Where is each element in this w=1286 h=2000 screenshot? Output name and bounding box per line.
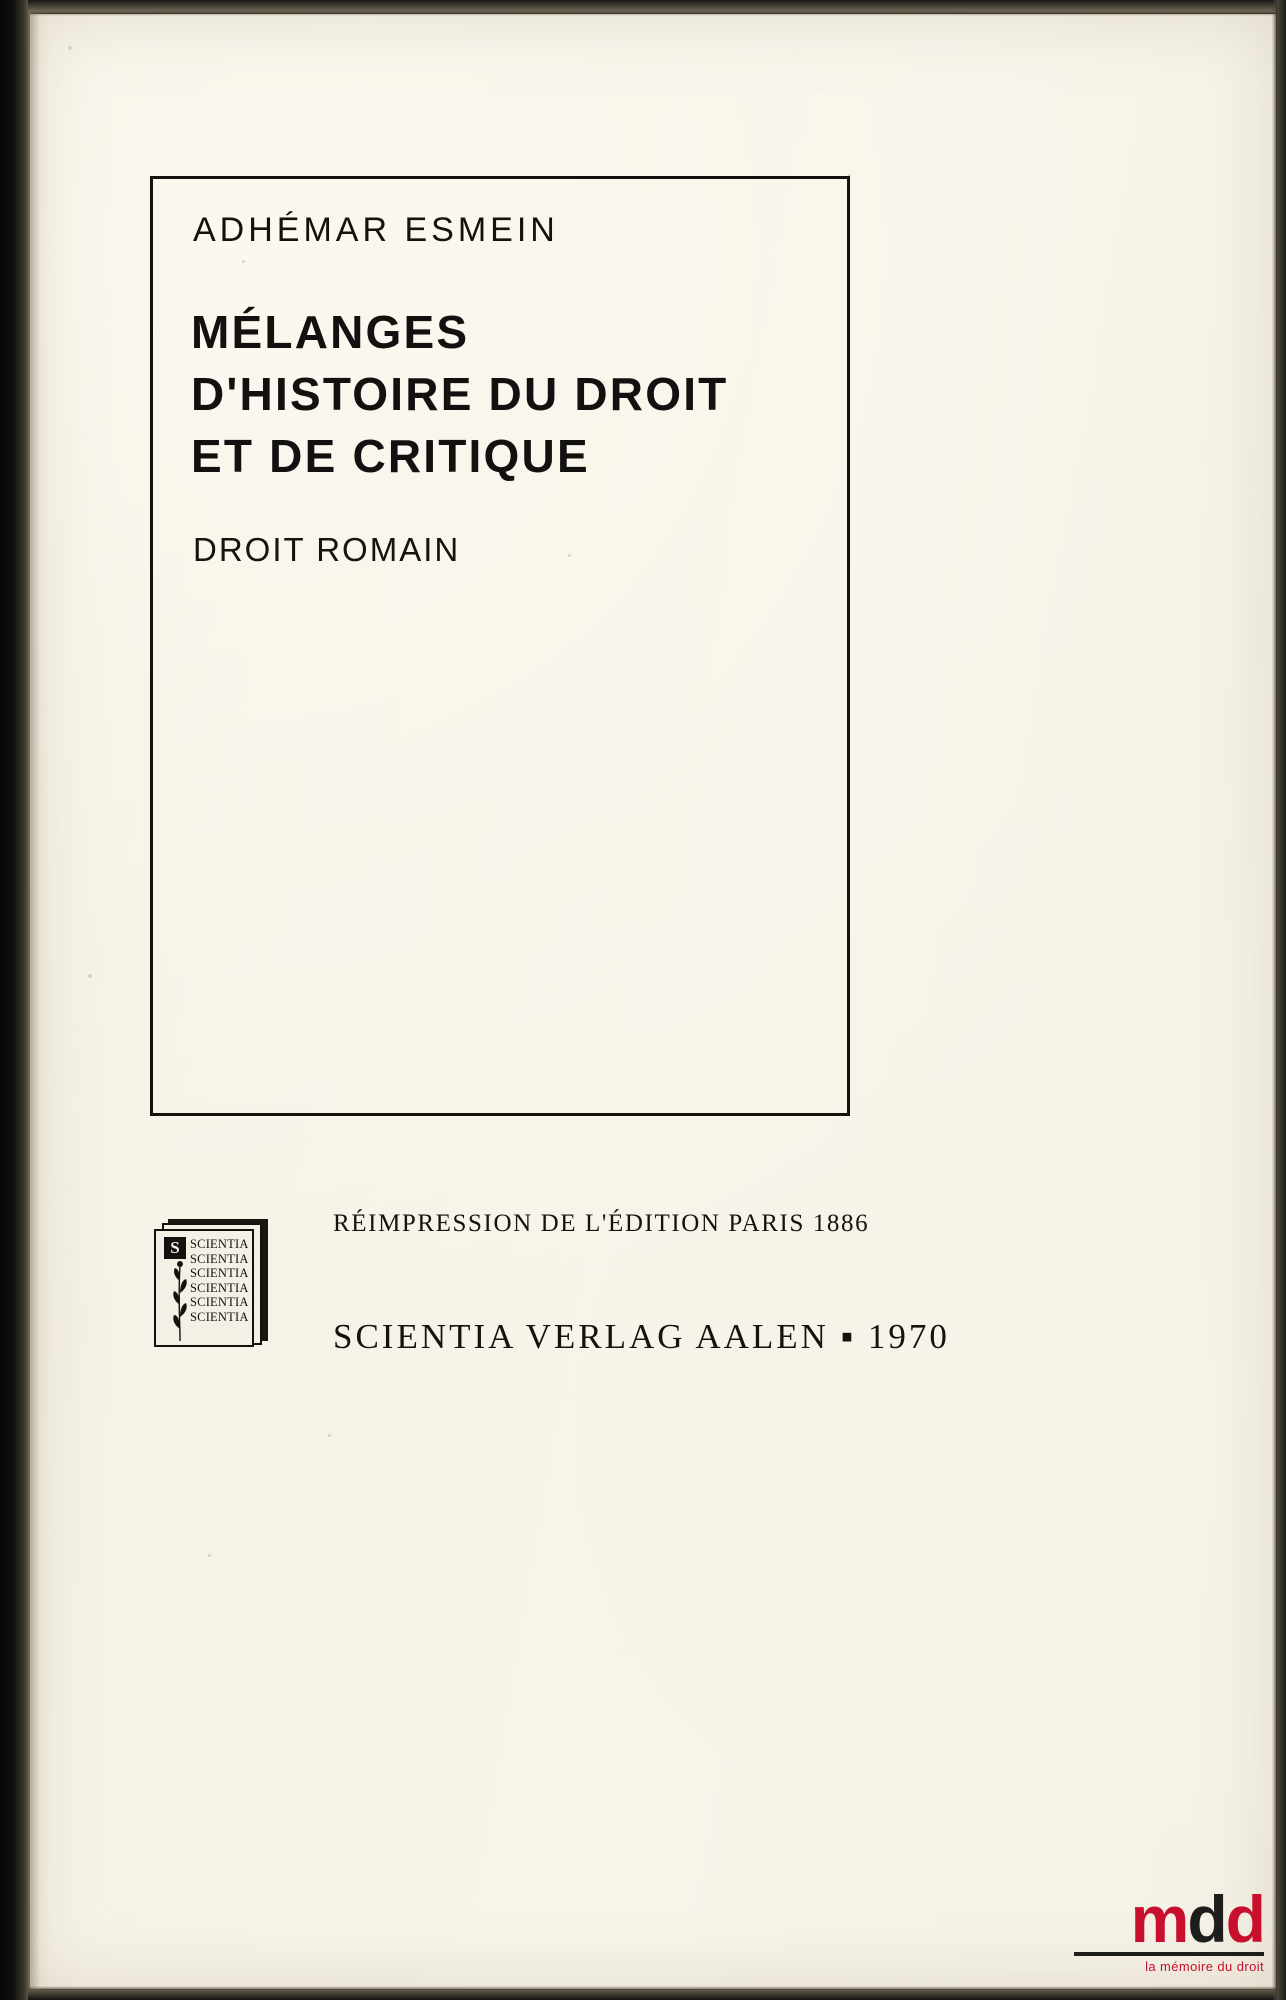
logo-line-4: SCIENTIA bbox=[190, 1280, 249, 1295]
vine-ornament-icon bbox=[168, 1259, 192, 1343]
page-right-shadow bbox=[1272, 0, 1286, 2000]
scientia-publisher-logo bbox=[152, 1219, 270, 1349]
book-title bbox=[191, 301, 831, 487]
logo-text-lines bbox=[190, 1237, 254, 1325]
title-frame bbox=[150, 176, 850, 1116]
logo-line-3: SCIENTIA bbox=[190, 1266, 249, 1281]
paper-sheet bbox=[28, 14, 1276, 1989]
author-name: ADHÉMAR ESMEIN bbox=[193, 211, 559, 249]
logo-line-1: SCIENTIA bbox=[190, 1237, 249, 1251]
publisher-imprint: SCIENTIA VERLAG AALEN ▪ 1970 bbox=[333, 1317, 950, 1356]
watermark-m: m bbox=[1130, 1882, 1188, 1956]
watermark-d1: d bbox=[1187, 1882, 1226, 1956]
watermark-letters bbox=[1074, 1882, 1264, 1956]
gutter-shading bbox=[28, 0, 50, 2000]
logo-line-6: SCIENTIA bbox=[190, 1309, 249, 1324]
watermark-tagline: la mémoire du droit bbox=[1145, 1959, 1264, 1974]
reimpression-note: RÉIMPRESSION DE L'ÉDITION PARIS 1886 bbox=[333, 1210, 870, 1237]
title-line-1: MÉLANGES bbox=[191, 306, 470, 358]
logo-card-front bbox=[154, 1229, 254, 1347]
page-top-shadow bbox=[28, 0, 1276, 16]
logo-line-2: SCIENTIA bbox=[190, 1251, 249, 1266]
watermark-d2: d bbox=[1225, 1882, 1264, 1956]
page-bottom-shadow bbox=[28, 1986, 1276, 2000]
book-subtitle: DROIT ROMAIN bbox=[193, 531, 461, 568]
binding-gutter bbox=[0, 0, 30, 2000]
logo-line-5: SCIENTIA bbox=[190, 1295, 249, 1310]
title-line-3: ET DE CRITIQUE bbox=[191, 430, 590, 482]
mdd-watermark bbox=[1074, 1882, 1264, 1974]
logo-initial: S bbox=[164, 1237, 186, 1259]
title-line-2: D'HISTOIRE DU DROIT bbox=[191, 368, 729, 420]
